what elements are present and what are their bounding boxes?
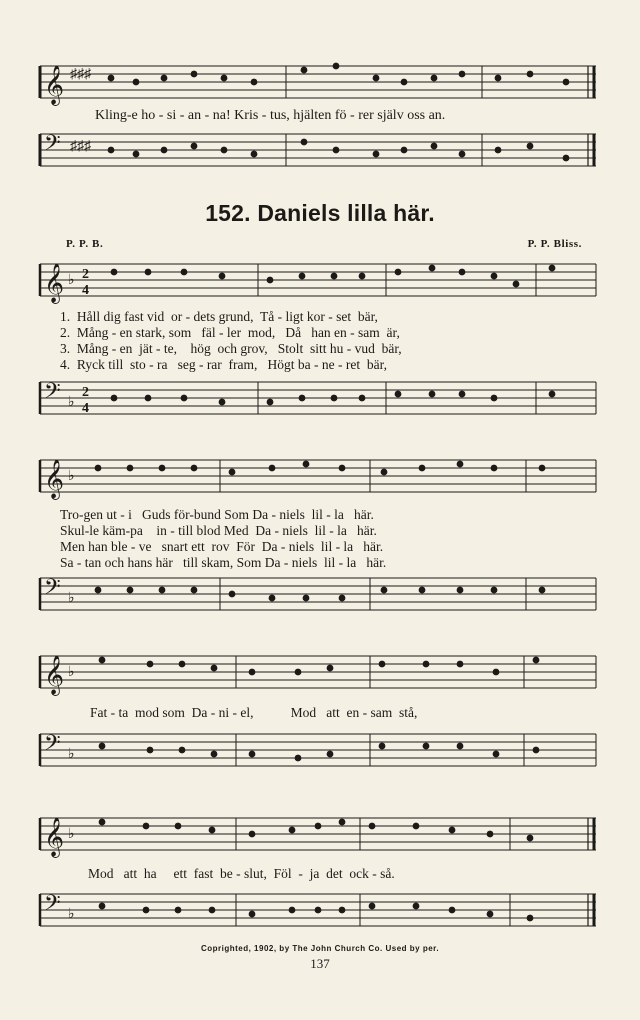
svg-text:𝄞: 𝄞 bbox=[44, 657, 65, 694]
svg-text:𝄢: 𝄢 bbox=[44, 131, 61, 160]
svg-text:♭: ♭ bbox=[68, 591, 75, 606]
words-credit: P. P. B. bbox=[66, 238, 104, 250]
page-number: 137 bbox=[310, 956, 330, 971]
music-staff-s3-bass bbox=[36, 730, 606, 774]
verse-4-line-1: 4. Ryck till sto - ra seg - rar fram, Högt ba - ne - ret bär, bbox=[60, 357, 387, 372]
music-staff-s3-treble bbox=[36, 652, 606, 696]
svg-text:𝄞: 𝄞 bbox=[44, 265, 65, 302]
verse-1-line-2: Tro-gen ut - i Guds för-bund Som Da - niels lil - la här. bbox=[60, 507, 374, 522]
music-staff-s2-treble bbox=[36, 456, 606, 500]
svg-text:♯♯♯: ♯♯♯ bbox=[70, 67, 91, 82]
music-staff-top-treble bbox=[36, 62, 606, 106]
svg-text:𝄞: 𝄞 bbox=[44, 67, 65, 104]
svg-text:♭: ♭ bbox=[68, 273, 75, 288]
verse-4-line-2: Sa - tan och hans här till skam, Som Da - niels lil - la här. bbox=[60, 555, 387, 570]
svg-text:𝄞: 𝄞 bbox=[44, 819, 65, 856]
svg-text:𝄢: 𝄢 bbox=[44, 575, 61, 604]
svg-text:♭: ♭ bbox=[68, 395, 75, 410]
verse-1-line-1: 1. Håll dig fast vid or - dets grund, Tå - ligt kor - set bär, bbox=[60, 309, 378, 324]
music-staff-s1-treble bbox=[36, 260, 606, 304]
copyright-notice: Coprighted, 1902, by The John Church Co. Used by per. bbox=[200, 944, 440, 953]
svg-text:𝄞: 𝄞 bbox=[44, 461, 65, 498]
verse-2-line-1: 2. Mång - en stark, som fäl - ler mod, Då han en - sam är, bbox=[60, 325, 400, 340]
svg-text:♭: ♭ bbox=[68, 665, 75, 680]
svg-text:♭: ♭ bbox=[68, 469, 75, 484]
music-staff-top-bass bbox=[36, 130, 606, 174]
music-staff-s4-treble bbox=[36, 814, 606, 858]
svg-text:♯♯♯: ♯♯♯ bbox=[70, 139, 91, 154]
refrain-line-1: Fat - ta mod som Da - ni - el, Mod att en - sam stå, bbox=[90, 705, 418, 720]
svg-text:4: 4 bbox=[82, 401, 89, 416]
svg-text:♭: ♭ bbox=[68, 907, 75, 922]
music-staff-s2-bass bbox=[36, 574, 606, 618]
svg-text:2: 2 bbox=[82, 267, 89, 282]
verse-3-line-1: 3. Mång - en jät - te, hög och grov, Stolt sitt hu - vud bär, bbox=[60, 341, 402, 356]
music-staff-s4-bass bbox=[36, 890, 606, 934]
svg-text:2: 2 bbox=[82, 385, 89, 400]
svg-text:𝄢: 𝄢 bbox=[44, 379, 61, 408]
verse-3-line-2: Men han ble - ve snart ett rov För Da - niels lil - la här. bbox=[60, 539, 384, 554]
svg-text:𝄢: 𝄢 bbox=[44, 731, 61, 760]
music-staff-s1-bass bbox=[36, 378, 606, 422]
hymn-title: 152. Daniels lilla här. bbox=[205, 200, 435, 226]
music-credit: P. P. Bliss. bbox=[527, 238, 582, 250]
verse-2-line-2: Skul-le käm-pa in - till blod Med Da - niels lil - la här. bbox=[60, 523, 377, 538]
svg-text:♭: ♭ bbox=[68, 827, 75, 842]
svg-text:𝄢: 𝄢 bbox=[44, 891, 61, 920]
svg-text:♭: ♭ bbox=[68, 747, 75, 762]
lyric-line-top: Kling-e ho - si - an - na! Kris - tus, hjälten fö - rer själv oss an. bbox=[95, 108, 446, 123]
refrain-line-2: Mod att ha ett fast be - slut, Föl - ja det ock - så. bbox=[88, 866, 395, 881]
svg-text:4: 4 bbox=[82, 283, 89, 298]
